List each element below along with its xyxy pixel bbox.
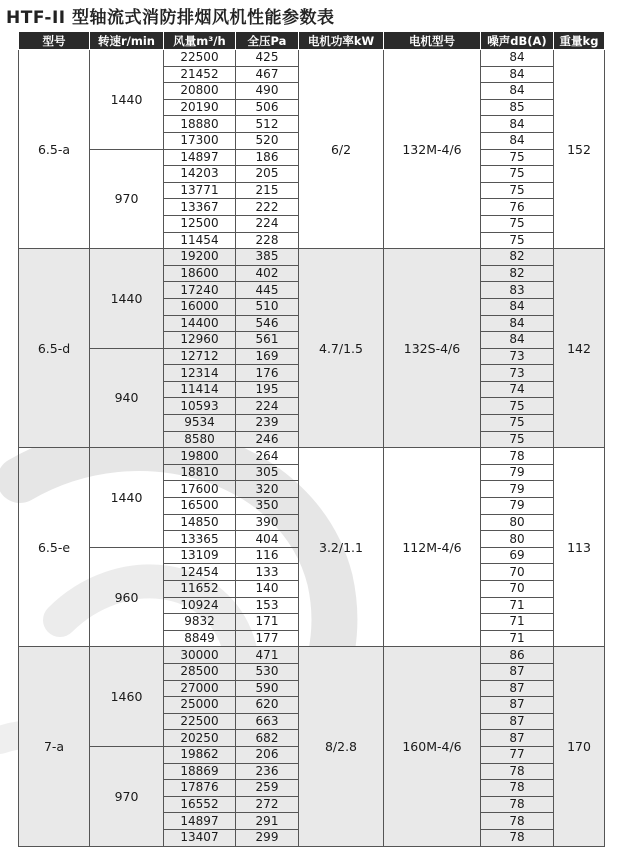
airflow-cell: 16000 [164, 298, 236, 315]
pressure-cell: 177 [236, 630, 299, 647]
motor-model-cell: 112M-4/6 [384, 448, 481, 647]
table-row [19, 249, 605, 266]
airflow-cell: 12454 [164, 564, 236, 581]
airflow-cell: 16500 [164, 498, 236, 515]
noise-cell: 87 [481, 713, 554, 730]
speed-cell: 970 [90, 149, 164, 249]
noise-cell: 69 [481, 547, 554, 564]
noise-cell: 75 [481, 431, 554, 448]
noise-cell: 70 [481, 581, 554, 598]
airflow-cell: 17600 [164, 481, 236, 498]
motor-power-cell: 3.2/1.1 [299, 448, 384, 647]
noise-cell: 78 [481, 763, 554, 780]
airflow-cell: 13109 [164, 547, 236, 564]
speed-cell: 940 [90, 348, 164, 448]
header-motor-model: 电机型号 [384, 32, 481, 50]
motor-power-cell: 8/2.8 [299, 647, 384, 846]
noise-cell: 79 [481, 481, 554, 498]
weight-cell: 142 [554, 249, 605, 448]
pressure-cell: 520 [236, 132, 299, 149]
pressure-cell: 299 [236, 829, 299, 846]
noise-cell: 82 [481, 249, 554, 266]
pressure-cell: 546 [236, 315, 299, 332]
noise-cell: 87 [481, 730, 554, 747]
pressure-cell: 512 [236, 116, 299, 133]
pressure-cell: 224 [236, 215, 299, 232]
pressure-cell: 471 [236, 647, 299, 664]
noise-cell: 80 [481, 531, 554, 548]
airflow-cell: 12712 [164, 348, 236, 365]
airflow-cell: 16552 [164, 796, 236, 813]
noise-cell: 78 [481, 796, 554, 813]
airflow-cell: 11454 [164, 232, 236, 249]
motor-power-cell: 6/2 [299, 50, 384, 249]
pressure-cell: 176 [236, 365, 299, 382]
speed-cell: 1440 [90, 448, 164, 548]
airflow-cell: 18810 [164, 464, 236, 481]
noise-cell: 85 [481, 99, 554, 116]
airflow-cell: 30000 [164, 647, 236, 664]
noise-cell: 87 [481, 663, 554, 680]
airflow-cell: 18869 [164, 763, 236, 780]
noise-cell: 78 [481, 780, 554, 797]
noise-cell: 84 [481, 116, 554, 133]
noise-cell: 78 [481, 448, 554, 465]
pressure-cell: 239 [236, 415, 299, 432]
pressure-cell: 305 [236, 464, 299, 481]
table-row [19, 448, 605, 465]
airflow-cell: 8849 [164, 630, 236, 647]
speed-cell: 960 [90, 547, 164, 647]
pressure-cell: 205 [236, 166, 299, 183]
pressure-cell: 620 [236, 697, 299, 714]
pressure-cell: 425 [236, 50, 299, 67]
noise-cell: 76 [481, 199, 554, 216]
pressure-cell: 169 [236, 348, 299, 365]
airflow-cell: 17876 [164, 780, 236, 797]
table-header-row [19, 32, 605, 50]
airflow-cell: 8580 [164, 431, 236, 448]
airflow-cell: 19862 [164, 746, 236, 763]
pressure-cell: 506 [236, 99, 299, 116]
motor-power-cell: 4.7/1.5 [299, 249, 384, 448]
pressure-cell: 350 [236, 498, 299, 515]
noise-cell: 75 [481, 166, 554, 183]
noise-cell: 84 [481, 83, 554, 100]
speed-cell: 970 [90, 746, 164, 846]
noise-cell: 84 [481, 332, 554, 349]
airflow-cell: 22500 [164, 50, 236, 67]
noise-cell: 70 [481, 564, 554, 581]
airflow-cell: 14400 [164, 315, 236, 332]
noise-cell: 75 [481, 415, 554, 432]
noise-cell: 71 [481, 630, 554, 647]
airflow-cell: 13367 [164, 199, 236, 216]
airflow-cell: 12500 [164, 215, 236, 232]
pressure-cell: 236 [236, 763, 299, 780]
noise-cell: 75 [481, 398, 554, 415]
pressure-cell: 140 [236, 581, 299, 598]
header-weight: 重量kg [554, 32, 605, 50]
airflow-cell: 27000 [164, 680, 236, 697]
motor-model-cell: 132S-4/6 [384, 249, 481, 448]
airflow-cell: 14897 [164, 813, 236, 830]
airflow-cell: 13771 [164, 182, 236, 199]
airflow-cell: 14203 [164, 166, 236, 183]
pressure-cell: 259 [236, 780, 299, 797]
table-body [19, 50, 605, 847]
noise-cell: 87 [481, 697, 554, 714]
noise-cell: 75 [481, 232, 554, 249]
pressure-cell: 390 [236, 514, 299, 531]
header-model: 型号 [19, 32, 90, 50]
airflow-cell: 18600 [164, 265, 236, 282]
noise-cell: 82 [481, 265, 554, 282]
pressure-cell: 264 [236, 448, 299, 465]
noise-cell: 74 [481, 381, 554, 398]
performance-table [18, 31, 605, 847]
noise-cell: 78 [481, 829, 554, 846]
pressure-cell: 272 [236, 796, 299, 813]
noise-cell: 71 [481, 597, 554, 614]
noise-cell: 87 [481, 680, 554, 697]
pressure-cell: 222 [236, 199, 299, 216]
model-cell: 7-a [19, 647, 90, 846]
noise-cell: 78 [481, 813, 554, 830]
table-row [19, 50, 605, 67]
pressure-cell: 195 [236, 381, 299, 398]
airflow-cell: 9832 [164, 614, 236, 631]
noise-cell: 73 [481, 365, 554, 382]
airflow-cell: 25000 [164, 697, 236, 714]
pressure-cell: 467 [236, 66, 299, 83]
airflow-cell: 12314 [164, 365, 236, 382]
airflow-cell: 14897 [164, 149, 236, 166]
header-speed: 转速r/min [90, 32, 164, 50]
noise-cell: 75 [481, 149, 554, 166]
pressure-cell: 215 [236, 182, 299, 199]
weight-cell: 113 [554, 448, 605, 647]
airflow-cell: 10593 [164, 398, 236, 415]
speed-cell: 1440 [90, 50, 164, 150]
airflow-cell: 22500 [164, 713, 236, 730]
noise-cell: 83 [481, 282, 554, 299]
pressure-cell: 228 [236, 232, 299, 249]
airflow-cell: 9534 [164, 415, 236, 432]
pressure-cell: 490 [236, 83, 299, 100]
pressure-cell: 561 [236, 332, 299, 349]
pressure-cell: 510 [236, 298, 299, 315]
pressure-cell: 530 [236, 663, 299, 680]
page-title: HTF-II 型轴流式消防排烟风机性能参数表 [6, 8, 335, 28]
airflow-cell: 11414 [164, 381, 236, 398]
airflow-cell: 18880 [164, 116, 236, 133]
header-airflow: 风量m³/h [164, 32, 236, 50]
noise-cell: 80 [481, 514, 554, 531]
pressure-cell: 402 [236, 265, 299, 282]
airflow-cell: 13365 [164, 531, 236, 548]
noise-cell: 79 [481, 498, 554, 515]
noise-cell: 73 [481, 348, 554, 365]
motor-model-cell: 132M-4/6 [384, 50, 481, 249]
noise-cell: 75 [481, 215, 554, 232]
noise-cell: 84 [481, 66, 554, 83]
pressure-cell: 116 [236, 547, 299, 564]
airflow-cell: 12960 [164, 332, 236, 349]
model-cell: 6.5-e [19, 448, 90, 647]
airflow-cell: 11652 [164, 581, 236, 598]
noise-cell: 79 [481, 464, 554, 481]
weight-cell: 152 [554, 50, 605, 249]
pressure-cell: 153 [236, 597, 299, 614]
noise-cell: 84 [481, 298, 554, 315]
pressure-cell: 224 [236, 398, 299, 415]
header-motor-power: 电机功率kW [299, 32, 384, 50]
airflow-cell: 20800 [164, 83, 236, 100]
motor-model-cell: 160M-4/6 [384, 647, 481, 846]
speed-cell: 1440 [90, 249, 164, 349]
airflow-cell: 13407 [164, 829, 236, 846]
model-cell: 6.5-d [19, 249, 90, 448]
header-pressure: 全压Pa [236, 32, 299, 50]
pressure-cell: 404 [236, 531, 299, 548]
airflow-cell: 17300 [164, 132, 236, 149]
airflow-cell: 19200 [164, 249, 236, 266]
table-row [19, 647, 605, 664]
noise-cell: 71 [481, 614, 554, 631]
noise-cell: 86 [481, 647, 554, 664]
airflow-cell: 21452 [164, 66, 236, 83]
speed-cell: 1460 [90, 647, 164, 747]
pressure-cell: 445 [236, 282, 299, 299]
noise-cell: 84 [481, 132, 554, 149]
airflow-cell: 17240 [164, 282, 236, 299]
pressure-cell: 133 [236, 564, 299, 581]
noise-cell: 84 [481, 315, 554, 332]
pressure-cell: 682 [236, 730, 299, 747]
airflow-cell: 20250 [164, 730, 236, 747]
pressure-cell: 663 [236, 713, 299, 730]
pressure-cell: 186 [236, 149, 299, 166]
noise-cell: 75 [481, 182, 554, 199]
airflow-cell: 28500 [164, 663, 236, 680]
pressure-cell: 291 [236, 813, 299, 830]
airflow-cell: 10924 [164, 597, 236, 614]
pressure-cell: 385 [236, 249, 299, 266]
pressure-cell: 206 [236, 746, 299, 763]
pressure-cell: 246 [236, 431, 299, 448]
noise-cell: 77 [481, 746, 554, 763]
header-noise: 噪声dB(A) [481, 32, 554, 50]
weight-cell: 170 [554, 647, 605, 846]
airflow-cell: 19800 [164, 448, 236, 465]
airflow-cell: 20190 [164, 99, 236, 116]
pressure-cell: 590 [236, 680, 299, 697]
noise-cell: 84 [481, 50, 554, 67]
pressure-cell: 320 [236, 481, 299, 498]
pressure-cell: 171 [236, 614, 299, 631]
model-cell: 6.5-a [19, 50, 90, 249]
airflow-cell: 14850 [164, 514, 236, 531]
